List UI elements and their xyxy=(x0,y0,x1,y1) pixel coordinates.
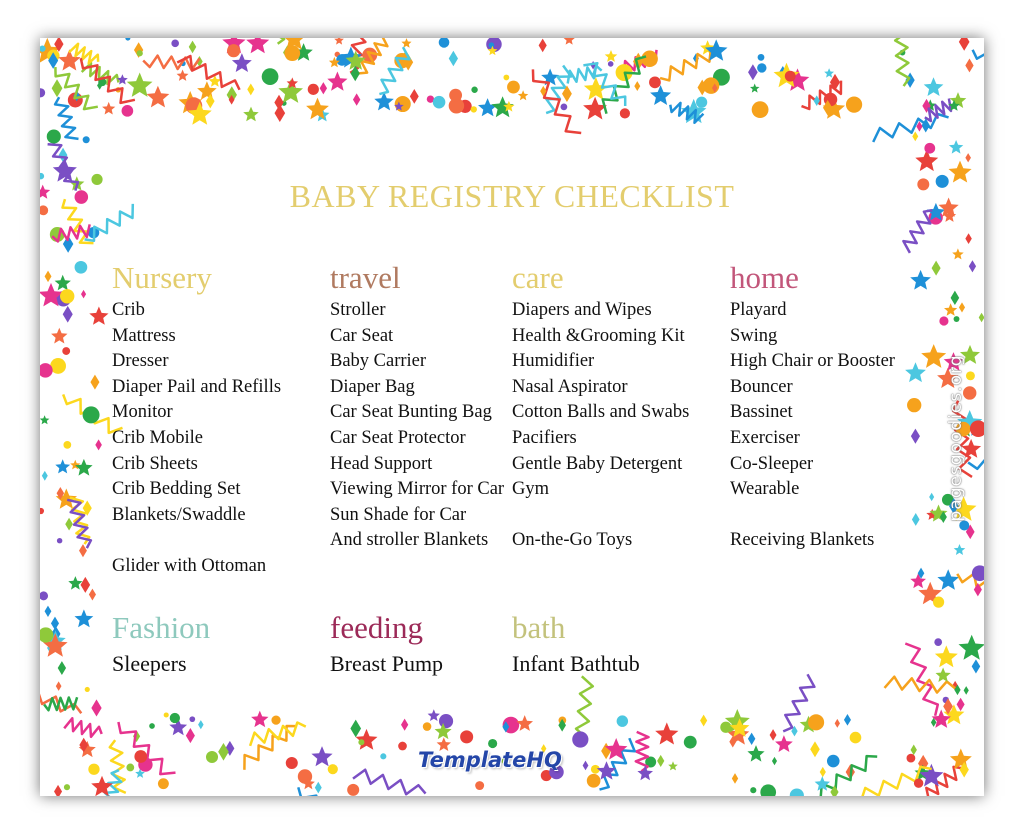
checklist-item: Bassinet xyxy=(730,402,793,423)
confetti-star xyxy=(516,715,533,731)
confetti-star xyxy=(246,38,269,53)
confetti-dot xyxy=(85,687,90,692)
confetti-streamer xyxy=(250,723,306,746)
confetti-diamond xyxy=(90,375,99,390)
confetti-diamond xyxy=(844,714,851,726)
confetti-dot xyxy=(328,764,338,774)
confetti-star xyxy=(89,307,108,325)
confetti-dot xyxy=(206,751,218,763)
checklist-item: Stroller xyxy=(330,300,386,320)
confetti-dot xyxy=(449,89,462,102)
confetti-dot xyxy=(122,105,134,117)
section-header: Fashion xyxy=(112,610,211,645)
confetti-dot xyxy=(398,742,407,751)
confetti-dot xyxy=(475,781,484,790)
confetti-diamond xyxy=(350,720,361,738)
checklist-item: On-the-Go Toys xyxy=(512,530,633,551)
confetti-diamond xyxy=(315,782,322,794)
confetti-dot xyxy=(40,591,48,600)
checklist-item: Humidifier xyxy=(512,351,595,372)
confetti-dot xyxy=(88,764,99,775)
checklist-item: Nasal Aspirator xyxy=(512,376,628,397)
checklist-item: Co-Sleeper xyxy=(730,453,814,474)
checklist-item: Car Seat xyxy=(330,325,394,346)
section-header: bath xyxy=(512,610,566,645)
checklist-item: Receiving Blankets xyxy=(730,530,875,551)
column-header: care xyxy=(512,260,564,295)
confetti-dot xyxy=(284,45,300,61)
confetti-dot xyxy=(47,129,61,143)
confetti-dot xyxy=(170,713,180,723)
confetti-dot xyxy=(75,261,88,274)
confetti-streamer xyxy=(968,457,984,471)
confetti-diamond xyxy=(81,577,91,593)
confetti-diamond xyxy=(95,439,102,450)
confetti-dot xyxy=(149,723,155,729)
confetti-diamond xyxy=(583,761,589,771)
confetti-dot xyxy=(358,739,364,745)
confetti-diamond xyxy=(911,745,917,756)
confetti-diamond xyxy=(410,89,419,104)
section-header: feeding xyxy=(330,610,423,645)
confetti-diamond xyxy=(45,271,52,282)
confetti-diamond xyxy=(353,93,360,105)
confetti-diamond xyxy=(969,260,976,272)
confetti-star xyxy=(637,765,653,780)
confetti-dot xyxy=(489,42,495,48)
confetti-dot xyxy=(617,715,628,726)
column-home xyxy=(730,260,895,554)
confetti-star xyxy=(117,74,128,84)
confetti-dot xyxy=(827,755,840,768)
confetti-dot xyxy=(934,638,942,646)
confetti-dot xyxy=(696,97,707,108)
confetti-diamond xyxy=(52,79,63,97)
checklist-item: Bouncer xyxy=(730,376,793,397)
confetti-dot xyxy=(488,739,497,748)
confetti-star xyxy=(51,328,67,344)
confetti-streamer xyxy=(903,210,932,253)
confetti-dot xyxy=(750,787,756,793)
confetti-diamond xyxy=(929,493,934,501)
confetti-diamond xyxy=(54,785,62,796)
confetti-dot xyxy=(471,87,477,93)
confetti-star xyxy=(936,668,951,683)
checklist-item: Crib Bedding Set xyxy=(112,479,241,500)
confetti-dot xyxy=(57,538,62,543)
confetti-dot xyxy=(503,75,509,81)
confetti-diamond xyxy=(912,513,920,526)
confetti-dot xyxy=(63,441,71,449)
confetti-star xyxy=(40,415,49,424)
confetti-star xyxy=(910,270,931,290)
confetti-star xyxy=(747,745,764,762)
confetti-dot xyxy=(347,784,359,796)
column-nursery xyxy=(112,260,281,580)
confetti-diamond xyxy=(401,719,408,731)
confetti-dot xyxy=(380,753,386,759)
confetti-dot xyxy=(439,38,450,48)
section-feeding xyxy=(330,610,443,678)
confetti-dot xyxy=(758,54,765,61)
confetti-dot xyxy=(158,778,169,789)
confetti-star xyxy=(952,248,964,259)
checklist-item: Baby Carrier xyxy=(330,351,427,372)
confetti-diamond xyxy=(972,659,981,673)
confetti-star xyxy=(824,68,834,77)
confetti-dot xyxy=(757,63,766,72)
confetti-dot xyxy=(641,51,657,67)
confetti-star xyxy=(605,50,618,62)
confetti-star xyxy=(775,735,793,752)
confetti-star xyxy=(243,107,259,122)
confetti-dot xyxy=(933,597,944,608)
confetti-dot xyxy=(561,104,568,111)
section-item: Breast Pump xyxy=(330,651,444,676)
confetti-diamond xyxy=(51,617,59,630)
checklist-item: Sun Shade for Car xyxy=(330,504,467,525)
confetti-streamer xyxy=(353,770,426,795)
checklist-item: Exerciser xyxy=(730,427,800,448)
confetti-dot xyxy=(83,406,100,423)
item-list xyxy=(512,298,689,554)
confetti-dot xyxy=(507,81,520,94)
confetti-dot xyxy=(907,754,916,763)
checklist-card xyxy=(40,38,984,796)
confetti-diamond xyxy=(63,306,73,323)
checklist-item: Glider with Ottoman xyxy=(112,555,267,576)
confetti-streamer xyxy=(636,732,649,771)
confetti-dot xyxy=(164,712,169,717)
confetti-diamond xyxy=(189,41,197,54)
checklist-item: Crib Mobile xyxy=(112,427,203,448)
confetti-dot xyxy=(40,508,44,514)
side-watermark xyxy=(946,273,966,603)
confetti-star xyxy=(177,70,189,81)
confetti-star xyxy=(668,761,678,770)
confetti-diamond xyxy=(274,95,283,111)
checklist-item: Health &Grooming Kit xyxy=(512,325,685,346)
confetti-dot xyxy=(171,40,179,48)
checklist-item: Viewing Mirror for Car xyxy=(330,479,505,500)
confetti-diamond xyxy=(835,719,840,728)
checklist-item: Car Seat Protector xyxy=(330,427,466,448)
checklist-item: Gentle Baby Detergent xyxy=(512,453,683,474)
confetti-star xyxy=(55,275,71,290)
confetti-star xyxy=(147,86,170,108)
confetti-diamond xyxy=(820,767,826,777)
confetti-star xyxy=(959,635,985,660)
confetti-dot xyxy=(620,108,630,118)
confetti-dot xyxy=(649,76,661,88)
confetti-diamond xyxy=(186,728,195,743)
confetti-dot xyxy=(924,143,935,154)
confetti-dot xyxy=(471,106,477,112)
checklist-item: Mattress xyxy=(112,325,176,346)
confetti-diamond xyxy=(56,681,62,690)
checklist-item: And stroller Blankets xyxy=(330,530,489,551)
confetti-streamer xyxy=(660,48,711,81)
confetti-star xyxy=(75,459,93,476)
confetti-dot xyxy=(83,136,90,143)
confetti-dot xyxy=(227,44,240,57)
confetti-diamond xyxy=(748,733,755,745)
confetti-dot xyxy=(850,732,862,744)
confetti-star xyxy=(655,722,678,744)
confetti-streamer xyxy=(973,50,984,80)
item-list xyxy=(112,298,281,580)
confetti-streamer xyxy=(273,38,287,44)
column-travel xyxy=(330,260,504,554)
confetti-diamond xyxy=(81,290,86,299)
section-bath xyxy=(512,610,640,678)
checklist-item: Blankets/Swaddle xyxy=(112,504,246,525)
confetti-diamond xyxy=(601,743,611,760)
checklist-item: Diapers and Wipes xyxy=(512,300,652,320)
confetti-dot xyxy=(460,730,473,743)
confetti-star xyxy=(949,140,963,154)
confetti-diamond xyxy=(965,59,973,73)
confetti-diamond xyxy=(965,153,971,162)
confetti-diamond xyxy=(65,518,73,531)
confetti-star xyxy=(518,90,528,100)
checklist-item: Pacifiers xyxy=(512,427,577,448)
confetti-diamond xyxy=(45,606,52,617)
confetti-star xyxy=(102,102,115,115)
confetti-dot xyxy=(684,736,697,749)
confetti-dot xyxy=(40,88,45,97)
page-title: BABY REGISTRY CHECKLIST xyxy=(289,178,735,214)
confetti-diamond xyxy=(449,51,458,66)
confetti-star xyxy=(428,709,440,721)
confetti-dot xyxy=(134,750,147,763)
confetti-dot xyxy=(572,731,588,747)
side-watermark-text: pagesgoodies.org xyxy=(946,354,966,522)
confetti-dot xyxy=(189,716,195,722)
confetti-diamond xyxy=(964,686,969,695)
confetti-diamond xyxy=(979,313,984,323)
confetti-diamond xyxy=(539,39,547,53)
confetti-dot xyxy=(966,371,975,380)
checklist-item: Car Seat Bunting Bag xyxy=(330,402,492,423)
confetti-diamond xyxy=(89,589,96,601)
confetti-dot xyxy=(439,714,453,728)
confetti-dot xyxy=(137,50,143,56)
checklist-item: Crib xyxy=(112,300,145,320)
confetti-star xyxy=(905,362,926,382)
item-list xyxy=(730,298,895,554)
confetti-star xyxy=(910,573,926,588)
confetti-diamond xyxy=(912,131,918,141)
confetti-dot xyxy=(262,68,279,85)
confetti-diamond xyxy=(770,729,777,741)
checklist-item: Monitor xyxy=(112,402,173,423)
confetti-dot xyxy=(271,715,280,724)
confetti-dot xyxy=(785,71,796,82)
confetti-star xyxy=(75,609,94,627)
confetti-star xyxy=(251,711,268,728)
confetti-diamond xyxy=(91,699,101,716)
confetti-diamond xyxy=(634,81,640,91)
confetti-star xyxy=(374,92,394,111)
confetti-diamond xyxy=(772,757,777,765)
confetti-diamond xyxy=(732,773,738,784)
confetti-dot xyxy=(760,784,776,796)
checklist-item: Cotton Balls and Swabs xyxy=(512,402,690,423)
confetti-diamond xyxy=(198,720,204,729)
confetti-star xyxy=(478,98,497,116)
confetti-diamond xyxy=(58,661,66,675)
checklist-item: Diaper Bag xyxy=(330,376,415,397)
confetti-dot xyxy=(808,714,824,730)
confetti-diamond xyxy=(700,715,707,727)
section-item: Infant Bathtub xyxy=(512,651,640,676)
confetti-dot xyxy=(286,757,298,769)
confetti-dot xyxy=(433,96,446,109)
confetti-diamond xyxy=(42,471,48,481)
confetti-dot xyxy=(846,96,862,112)
confetti-diamond xyxy=(657,755,664,767)
confetti-dot xyxy=(60,289,74,303)
confetti-dot xyxy=(62,347,70,355)
confetti-dot xyxy=(720,722,731,733)
confetti-dot xyxy=(914,778,923,787)
column-care xyxy=(512,260,689,554)
confetti-star xyxy=(55,459,70,473)
confetti-dot xyxy=(126,764,134,772)
confetti-dot xyxy=(308,84,319,95)
confetti-star xyxy=(327,72,347,91)
confetti-star xyxy=(334,38,344,45)
confetti-star xyxy=(924,77,944,96)
confetti-diamond xyxy=(959,38,970,51)
confetti-streamer xyxy=(64,718,101,737)
column-header: Nursery xyxy=(112,260,212,295)
checklist-item: Dresser xyxy=(112,351,169,372)
section-item: Sleepers xyxy=(112,651,187,676)
confetti-dot xyxy=(125,38,130,41)
checklist-item: Gym xyxy=(512,479,549,500)
confetti-star xyxy=(650,85,671,105)
confetti-star xyxy=(401,38,411,48)
confetti-diamond xyxy=(932,261,941,276)
confetti-star xyxy=(127,73,153,97)
confetti-dot xyxy=(423,722,432,731)
spacer xyxy=(512,503,689,529)
checklist-item: High Chair or Booster xyxy=(730,351,895,372)
confetti-dot xyxy=(790,788,804,796)
confetti-dot xyxy=(64,784,70,790)
confetti-diamond xyxy=(79,544,87,557)
confetti-diamond xyxy=(957,698,965,711)
checklist-item: Wearable xyxy=(730,479,800,500)
confetti-dot xyxy=(608,61,614,67)
spacer xyxy=(112,528,281,554)
confetti-star xyxy=(564,38,575,45)
confetti-star xyxy=(750,84,760,93)
column-header: home xyxy=(730,260,799,295)
confetti-diamond xyxy=(965,233,971,244)
confetti-dot xyxy=(907,398,921,412)
confetti-dot xyxy=(587,774,601,788)
confetti-star xyxy=(68,576,82,590)
confetti-dot xyxy=(752,101,769,118)
column-header: travel xyxy=(330,260,401,295)
checklist-item: Swing xyxy=(730,325,778,346)
spacer xyxy=(730,503,895,529)
confetti-star xyxy=(935,645,958,667)
checklist-item: Diaper Pail and Refills xyxy=(112,376,282,397)
checklist-item: Crib Sheets xyxy=(112,453,198,474)
checklist-item: Playard xyxy=(730,300,787,320)
confetti-diamond xyxy=(748,64,758,80)
checklist-item: Head Support xyxy=(330,453,433,474)
confetti-diamond xyxy=(810,741,820,757)
confetti-star xyxy=(921,344,946,368)
item-list xyxy=(330,298,504,554)
confetti-diamond xyxy=(320,82,327,94)
section-fashion xyxy=(112,610,210,678)
confetti-diamond xyxy=(911,429,920,444)
watermark-logo: TemplateHQ xyxy=(418,748,562,772)
confetti-diamond xyxy=(247,84,254,96)
confetti-star xyxy=(311,746,332,766)
